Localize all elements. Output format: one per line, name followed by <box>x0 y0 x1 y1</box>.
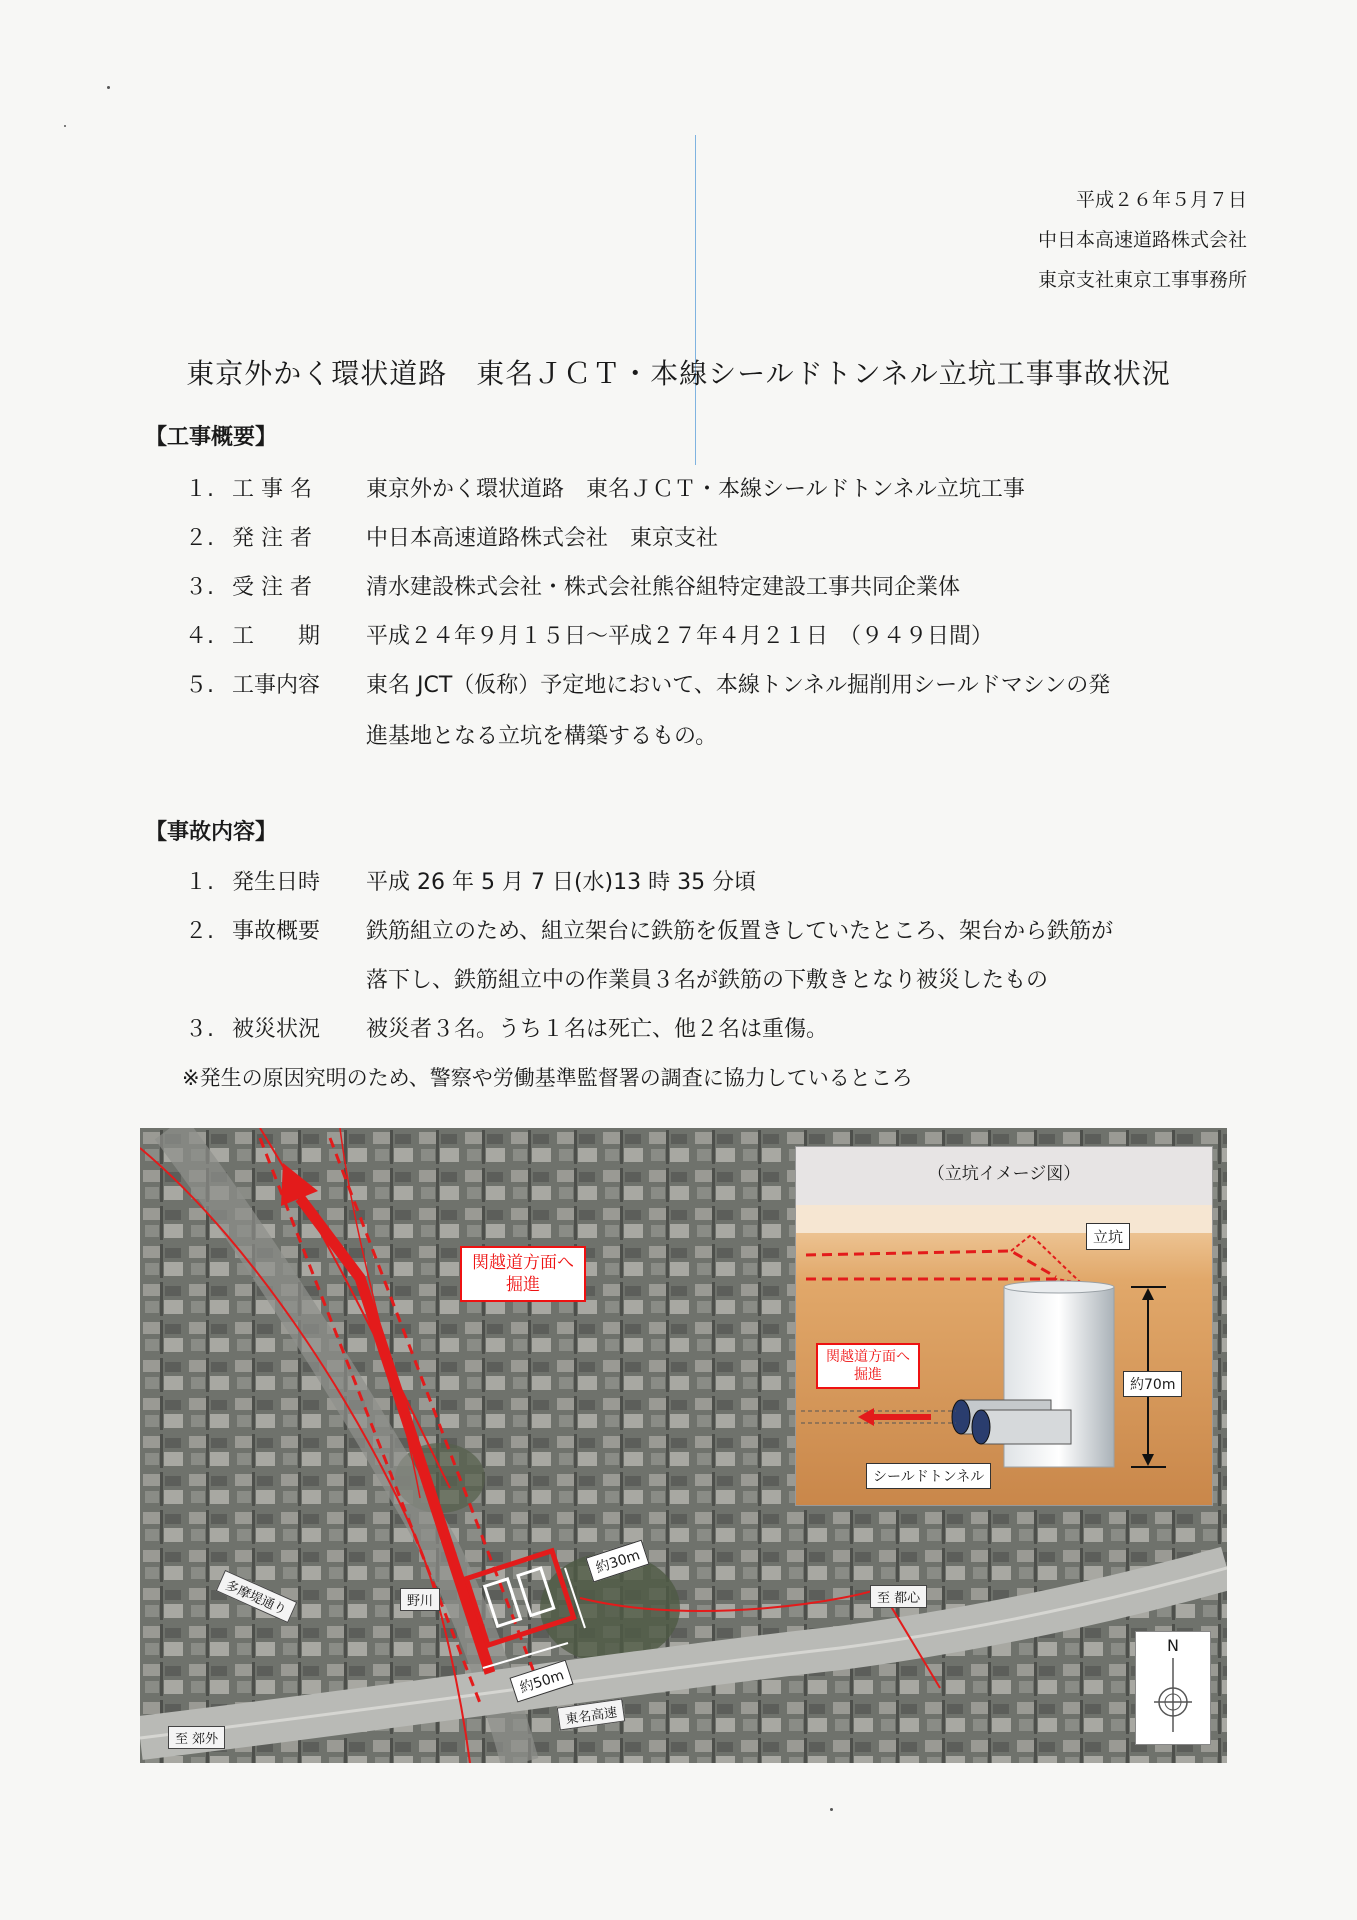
item-label: 工事内容 <box>232 673 321 698</box>
scan-speck <box>107 86 110 89</box>
compass-icon <box>1136 1632 1210 1744</box>
direction-label-city: 至 都心 <box>870 1585 927 1608</box>
item-label: 発生日時 <box>232 870 321 895</box>
item-label: 事故概要 <box>232 919 321 944</box>
item-value: 東京外かく環状道路 東名ＪＣＴ・本線シールドトンネル立坑工事 <box>366 477 1025 502</box>
item-value: 清水建設株式会社・株式会社熊谷組特定建設工事共同企業体 <box>366 575 961 600</box>
item-label: 発 注 者 <box>232 526 312 551</box>
dimension-label-30m: 約30m <box>585 1539 650 1582</box>
header-office: 東京支社東京工事事務所 <box>1037 269 1247 291</box>
direction-label-suburb: 至 郊外 <box>168 1726 225 1749</box>
inset-title: （立坑イメージ図） <box>927 1164 1081 1184</box>
item-label: 受 注 者 <box>232 575 312 600</box>
item-number: １. <box>185 870 214 895</box>
inset-direction-label: 関越道方面へ 掘進 <box>816 1343 920 1389</box>
accident-heading: 【事故内容】 <box>145 820 278 845</box>
highway-label-tomei: 東名高速 <box>557 1699 626 1731</box>
river-label-nogawa: 野川 <box>400 1588 440 1611</box>
overview-heading: 【工事概要】 <box>145 425 278 450</box>
item-number: １. <box>185 477 214 502</box>
item-number: ２. <box>185 526 214 551</box>
shaft-label: 立坑 <box>1086 1223 1130 1250</box>
item-label: 工 事 名 <box>232 477 312 502</box>
item-label: 工 期 <box>232 624 321 649</box>
header-block <box>1038 180 1247 300</box>
item-number: ３. <box>185 575 214 600</box>
accident-note: ※発生の原因究明のため、警察や労働基準監督署の調査に協力しているところ <box>182 1066 913 1090</box>
item-value-continued: 進基地となる立坑を構築するもの。 <box>366 724 718 749</box>
item-value: 平成 26 年 5 月 7 日(水)13 時 35 分頃 <box>366 870 757 895</box>
scan-speck <box>64 125 66 127</box>
item-value: 平成２４年９月１５日～平成２７年４月２１日 （９４９日間） <box>366 624 994 649</box>
tunnel-direction-label: 関越道方面へ 掘進 <box>460 1246 586 1302</box>
document-title: 東京外かく環状道路 東名ＪＣＴ・本線シールドトンネル立坑工事事故状況 <box>186 357 1171 390</box>
scan-artifact-line <box>695 135 696 465</box>
road-label-tamatsutsumi: 多摩堤通り <box>216 1570 298 1623</box>
item-value: 東名 JCT（仮称）予定地において、本線トンネル掘削用シールドマシンの発 <box>366 673 1111 698</box>
scan-speck <box>830 1808 833 1811</box>
item-number: ３. <box>185 1017 214 1042</box>
header-date: 平成２６年５月７日 <box>1075 189 1247 211</box>
item-number: ５. <box>185 673 214 698</box>
item-value: 被災者３名。うち１名は死亡、他２名は重傷。 <box>366 1017 829 1042</box>
dimension-label-50m: 約50m <box>509 1659 574 1702</box>
item-label: 被災状況 <box>232 1017 321 1042</box>
item-number: ４. <box>185 624 214 649</box>
site-figure <box>140 1128 1227 1763</box>
item-value-continued: 落下し、鉄筋組立中の作業員３名が鉄筋の下敷きとなり被災したもの <box>366 968 1049 993</box>
depth-label: 約70m <box>1123 1371 1182 1397</box>
item-value: 中日本高速道路株式会社 東京支社 <box>366 526 719 551</box>
shaft-image-inset <box>795 1146 1213 1506</box>
header-company: 中日本高速道路株式会社 <box>1037 229 1247 251</box>
item-number: ２. <box>185 919 214 944</box>
compass-rose <box>1135 1631 1211 1745</box>
compass-north-label: N <box>1167 1636 1179 1655</box>
tunnel-label: シールドトンネル <box>866 1463 991 1489</box>
item-value: 鉄筋組立のため、組立架台に鉄筋を仮置きしていたところ、架台から鉄筋が <box>366 919 1114 944</box>
